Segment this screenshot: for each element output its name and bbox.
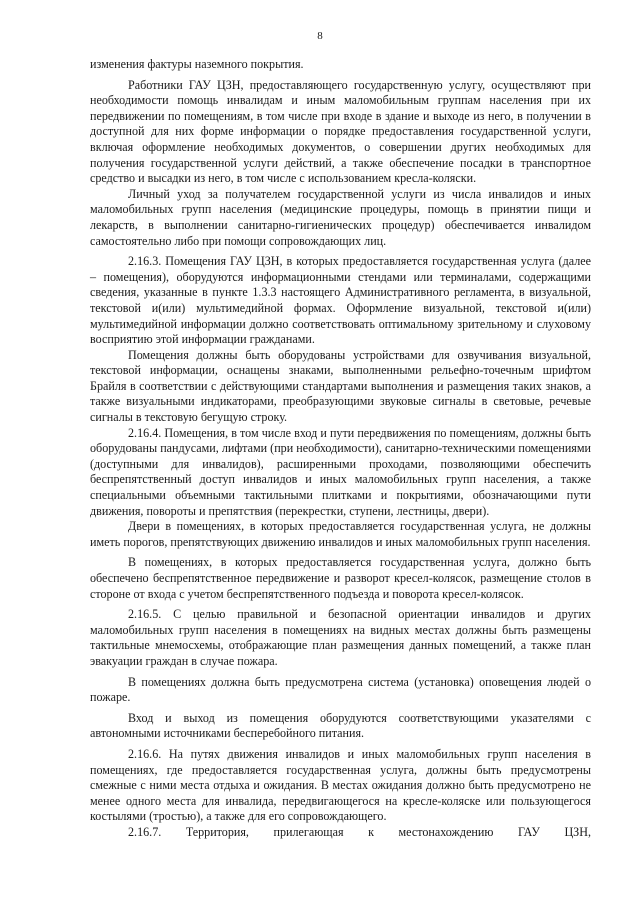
paragraph: Двери в помещениях, в которых предоставляется государственная услуга, не должны иметь порогов, препятствующих движению инвалидов и иных маломобильных групп населения.	[90, 519, 591, 549]
paragraph: изменения фактуры наземного покрытия.	[90, 57, 304, 71]
paragraph: В помещениях, в которых предоставляется государственная услуга, должно быть обеспечено беспрепятственное передвижение и разворот кресел-колясок, размещение столов в стороне от входа с учетом беспрепятственного подъезда и поворота кресел-колясок.	[90, 555, 591, 601]
paragraph: Работники ГАУ ЦЗН, предоставляющего государственную услугу, осуществляют при необходимости помощь инвалидам и иным маломобильным группам населения при их передвижении по помещениям, в том числе при входе в здание и выходе из него, в получении в доступной для них форме информации о порядке предоставления государственной услуги, включая оформление необходимых документов, о совершении других необходимых для получения государственной услуги действий, а также обеспечение посадки в транспортное средство и высадки из него, в том числе с использованием кресла-коляски.	[90, 77, 591, 186]
page-number: 8	[317, 30, 323, 42]
paragraph: 2.16.5. С целью правильной и безопасной ориентации инвалидов и других маломобильных групп населения в помещениях на видных местах должны быть размещены тактильные мнемосхемы, отображающие план размещения данных помещений, а также план эвакуации граждан в случае пожара.	[90, 607, 591, 668]
document-body	[90, 57, 591, 841]
paragraph: 2.16.6. На путях движения инвалидов и иных маломобильных групп населения в помещениях, где предоставляется государственная услуга, должны быть предусмотрены смежные с ними места отдыха и ожидания. В местах ожидания должно быть предусмотрено не менее одного места для инвалида, передвигающегося на кресле-коляске или пользующегося костылями (тростью), а также для его сопровождающего.	[90, 746, 591, 824]
paragraph: Помещения должны быть оборудованы устройствами для озвучивания визуальной, текстовой информации, оснащены знаками, выполненными рельефно-точечным шрифтом Брайля в соответствии с действующими стандартами выполнения и размещения таких знаков, а также визуальными индикаторами, преобразующими звуковые сигналы в световые, речевые сигналы в текстовую бегущую строку.	[90, 347, 591, 425]
paragraph: 2.16.3. Помещения ГАУ ЦЗН, в которых предоставляется государственная услуга (далее – помещения), оборудуются информационными стендами или терминалами, содержащими сведения, указанные в пункте 1.3.3 настоящего Административного регламента, в визуальной, текстовой и(или) мультимедийной формах. Оформление визуальной, текстовой и(или) мультимедийной информации должно соответствовать оптимальному зрительному и слуховому восприятию этой информации гражданами.	[90, 254, 591, 347]
paragraph: Личный уход за получателем государственной услуги из числа инвалидов и иных маломобильных групп населения (медицинские процедуры, помощь в принятии пищи и лекарств, в выполнении санитарно-гигиенических процедур) обеспечивается инвалидом самостоятельно либо при помощи сопровождающих лиц.	[90, 186, 591, 248]
paragraph: Вход и выход из помещения оборудуются соответствующими указателями с автономными источниками бесперебойного питания.	[90, 710, 591, 741]
paragraph: 2.16.7. Территория, прилегающая к местонахождению ГАУ ЦЗН,	[128, 824, 591, 839]
paragraph: 2.16.4. Помещения, в том числе вход и пути передвижения по помещениям, должны быть оборудованы пандусами, лифтами (при необходимости), санитарно-техническими помещениями (доступными для инвалидов), расширенными проходами, позволяющими обеспечить беспрепятственный доступ инвалидов и иных маломобильных групп населения, а также специальными объемными тактильными плитками и покрытиями, обозначающими пути движения, повороты и препятствия (перекрестки, ступени, лестницы, двери).	[90, 425, 591, 518]
paragraph: В помещениях должна быть предусмотрена система (установка) оповещения людей о пожаре.	[90, 674, 591, 705]
